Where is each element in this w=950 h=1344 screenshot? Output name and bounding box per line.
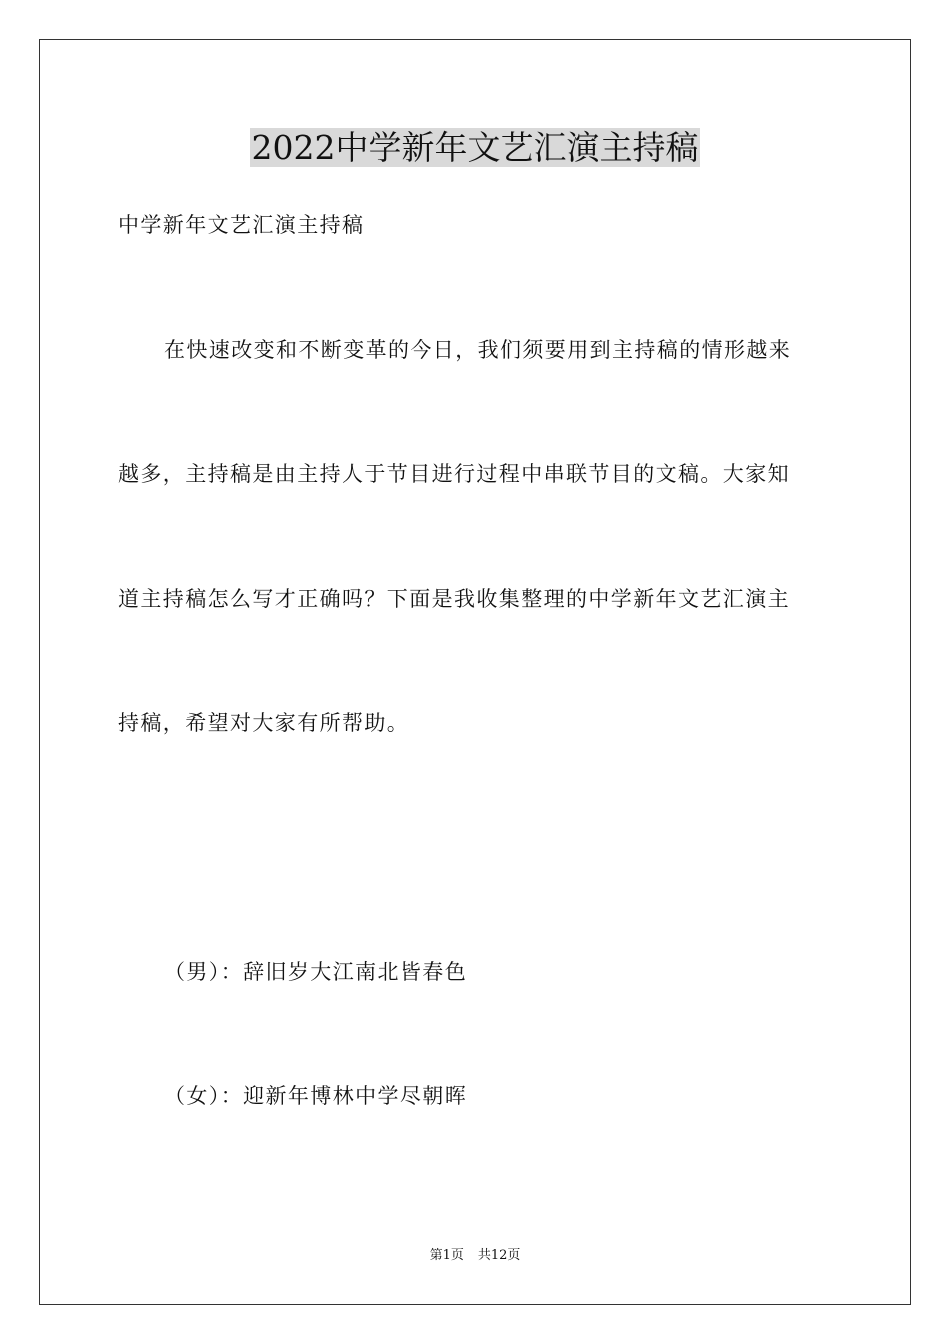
page-total: 共12页: [477, 1248, 521, 1263]
page-footer: [0, 1247, 950, 1265]
document-title-text: 2022中学新年文艺汇演主持稿: [251, 128, 699, 167]
paragraph-line-3: 道主持稿怎么写才正确吗？下面是我收集整理的中学新年文艺汇演主: [118, 587, 790, 611]
paragraph-line-1: 在快速改变和不断变革的今日，我们须要用到主持稿的情形越来: [164, 338, 792, 362]
document-subtitle: 中学新年文艺汇演主持稿: [118, 213, 365, 237]
dialogue-line-male: （男）：辞旧岁大江南北皆春色: [164, 960, 468, 984]
paragraph-line-2: 越多，主持稿是由主持人于节目进行过程中串联节目的文稿。大家知: [118, 462, 790, 486]
document-title: [0, 126, 950, 170]
dialogue-line-female: （女）：迎新年博林中学尽朝晖: [164, 1084, 468, 1108]
page-number: 第1页: [429, 1248, 464, 1263]
paragraph-line-4: 持稿，希望对大家有所帮助。: [118, 711, 410, 735]
